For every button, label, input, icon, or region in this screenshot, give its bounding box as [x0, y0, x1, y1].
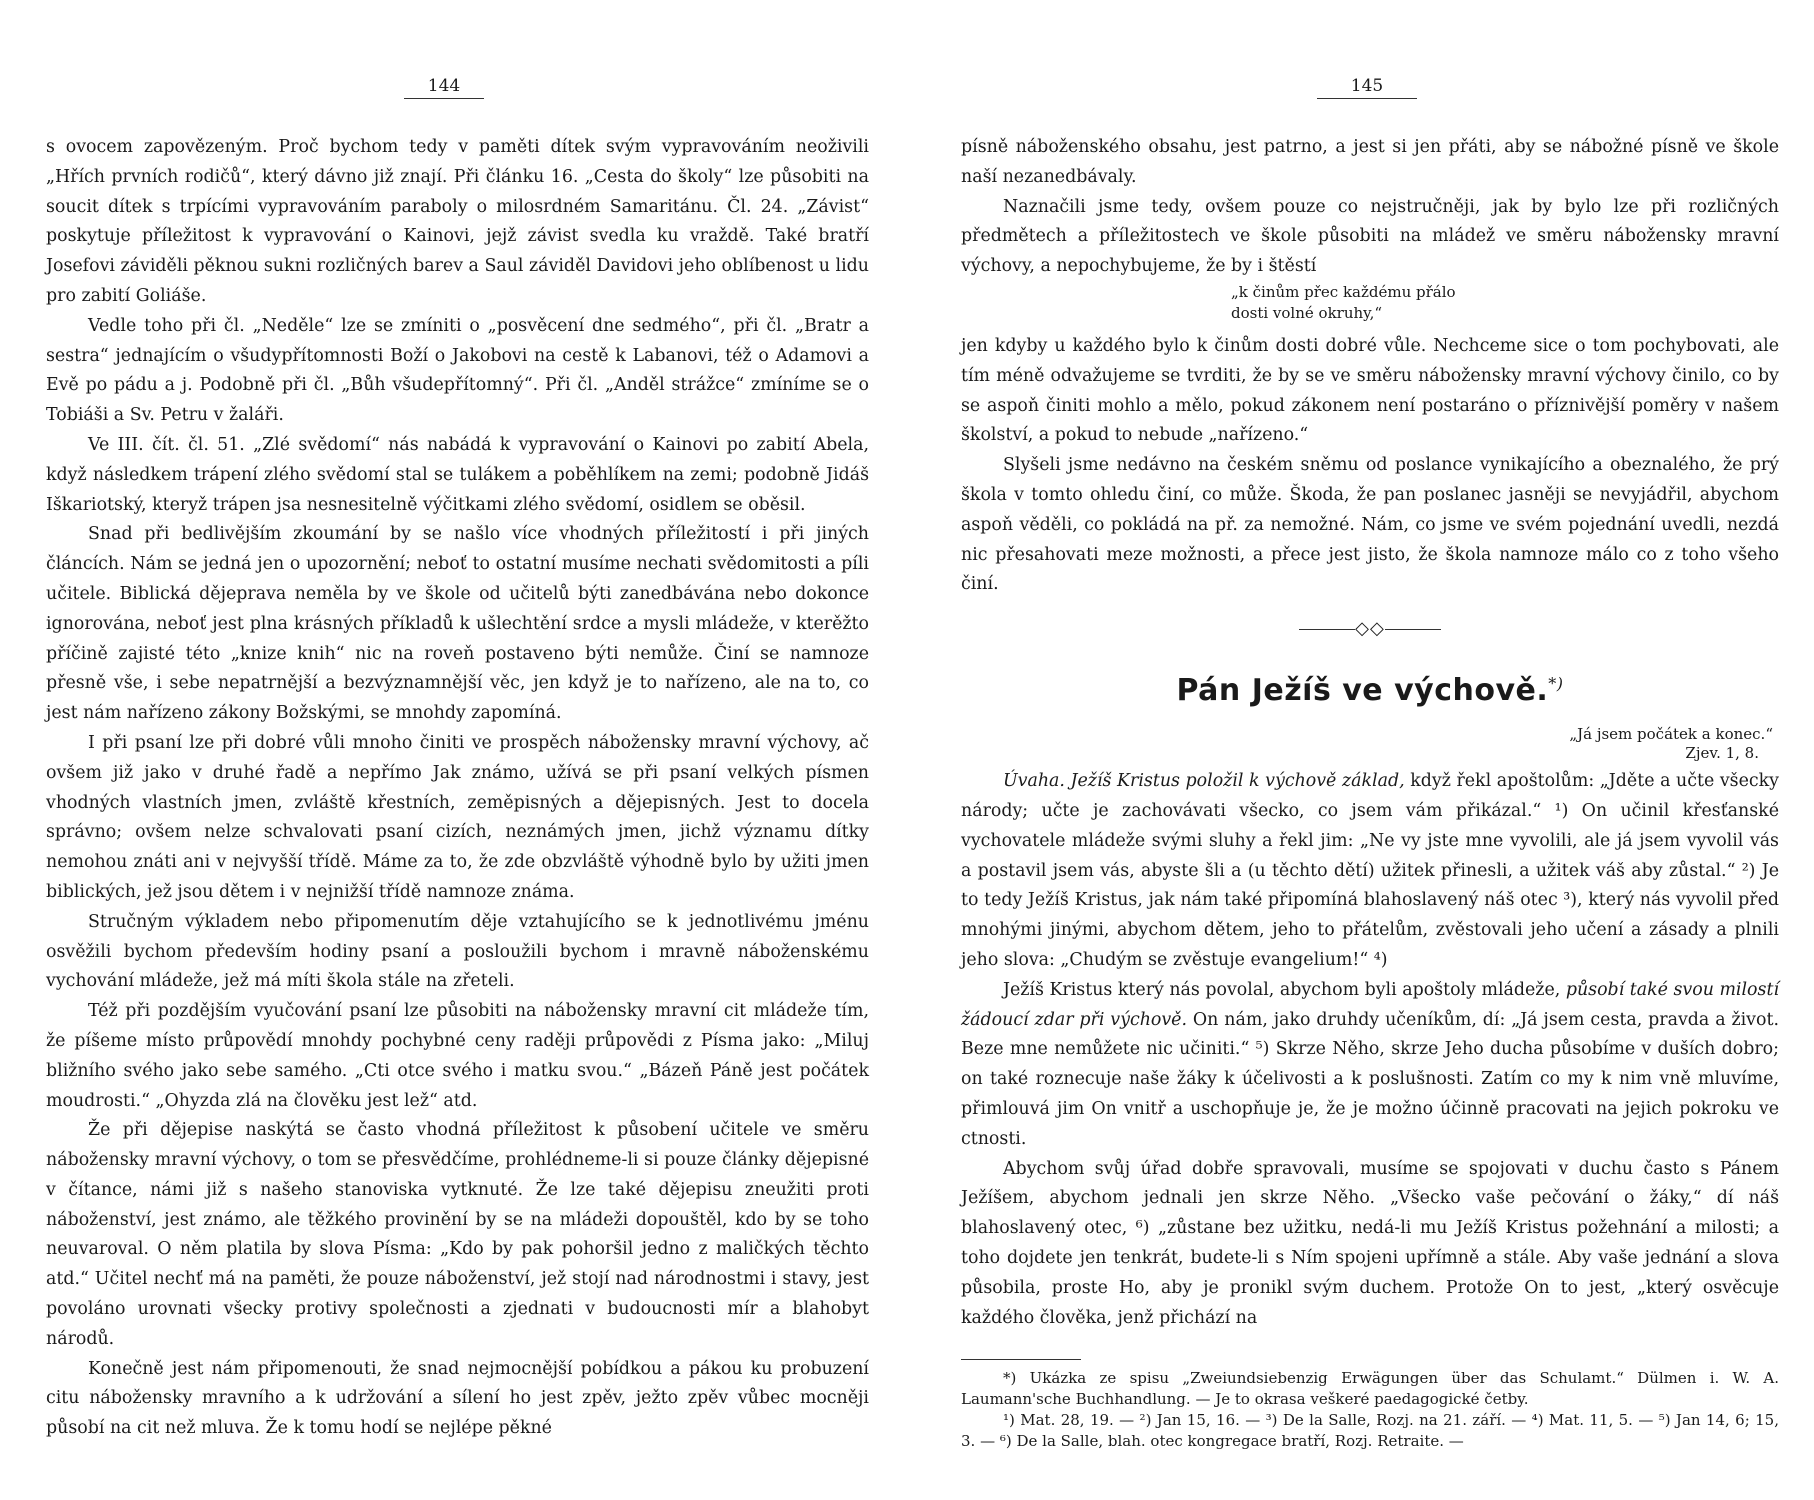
right-page [907, 0, 1814, 1500]
verse-quote [1231, 282, 1779, 324]
paragraph: jen kdyby u každého bylo k činům dosti dobré vůle. Nechceme sice o tom pochybovati, ale tím méně odvažujeme se tvrditi, že by se ve směru nábožensky mravní výchovy činilo, co by se aspoň činiti mohlo a mělo, pokud zákonem není postaráno o příznivější poměry v našem školství, a pokud to nebude „nařízeno.“ [961, 335, 1779, 446]
footnote: *) Ukázka ze spisu „Zweiundsiebenzig Erwägungen über das Schulamt.“ Dülmen i. W. A. Laumann'sche Buchhandlung. — Je to okrasa veškeré paedagogické četby. [961, 1369, 1779, 1409]
page-number-rule [404, 98, 484, 99]
section-divider-ornament [961, 614, 1779, 644]
verse-line: „k činům přec každému přálo [1231, 282, 1456, 301]
footnotes [961, 1368, 1779, 1452]
paragraph: Snad při bedlivějším zkoumání by se našlo více vhodných příležitostí i při jiných článcích. Nám se jedná jen o upozornění; neboť to ostatní musíme nechati svědomitosti a píli učitele. Biblická dějeprava neměla by ve škole od učitelů býti zanedbávána nebo dokonce ignorována, neboť jest plna krásných příkladů k ušlechtění srdce a mysli mládeže, v kterěžto příčině zajisté této „knize knih“ nic na roveň postaveno býti nemůže. Činí se namnoze přesně vše, i sebe nepatrnější a bezvýznamnější věc, jen když je to nařízeno, ale na to, co jest nám nařízeno zákony Božskými, se mnohdy zapomíná. [46, 524, 869, 724]
ornament-glyph: ◇◇ [1355, 618, 1385, 640]
paragraph: Naznačili jsme tedy, ovšem pouze co nejstručněji, jak by bylo lze při rozličných předmětech a příležitostech ve škole působiti na mládež ve směru nábožensky mravní výchovy, a nepochybujeme, že by i štěstí [961, 196, 1779, 277]
paragraph: s ovocem zapovězeným. Proč bychom tedy v paměti dítek svým vypravováním neoživili „Hřích prvních rodičů“, který dávno již znají. Při článku 16. „Cesta do školy“ lze působiti na soucit dítek s trpícími vypravováním paraboly o milosrdném Samaritánu. Čl. 24. „Závist“ poskytuje příležitost k vypravování o Kainovi, jejž závist svedla ku vraždě. Také bratří Josefovi záviděli pěknou sukni rozličných barev a Saul záviděl Davidovi jeho oblíbenost u lidu pro zabití Goliáše. [46, 137, 869, 306]
right-text-column [961, 133, 1779, 1452]
paragraph: I při psaní lze při dobré vůli mnoho činiti ve prospěch nábožensky mravní výchovy, ač ovšem již jako v druhé řadě a nepřímo Jak známo, užívá se při psaní velkých písmen vhodných vlastních jmen, zvláště křestních, zeměpisných a dějepisných. Jest to docela správno; ovšem nelze schvalovati psaní cizích, neznámých jmen, jichž významu dítky nemohou znáti ani v nejvyšší třídě. Máme za to, že zde obzvláště výhodně bylo by užiti jmen biblických, jež jsou dětem i v nejnižší třídě namnoze známa. [46, 732, 869, 902]
heading-footnote-mark: *) [1548, 674, 1564, 694]
paragraph: Slyšeli jsme nedávno na českém sněmu od poslance vynikajícího a obeznalého, že prý škola v tomto ohledu činí, co může. Škoda, že pan poslanec jasněji se nevyjádřil, abychom aspoň věděli, co pokládá na př. za nemožné. Nám, co jsme ve svém pojednání uvedli, nezdá nic přesahovati meze možnosti, a přece jest jisto, že škola namnoze málo co z toho všeho činí. [961, 455, 1779, 595]
left-text-column [46, 133, 869, 1444]
epigraph-quote: „Já jsem počátek a konec.“ [1569, 725, 1773, 744]
epigraph [961, 725, 1773, 763]
paragraph: Vedle toho při čl. „Neděle“ lze se zmíniti o „posvěcení dne sedmého“, při čl. „Bratr a sestra“ jednajícím o všudypřítomnosti Boží o Jakobovi na cestě k Labanovi, též o Adamovi a Evě po pádu a j. Podobně při čl. „Bůh všudepřítomný“. Při čl. „Anděl strážce“ zmíníme se o Tobiáši a Sv. Petru v žaláři. [46, 315, 869, 426]
paragraph-text: Ježíš Kristus který nás povolal, abychom byli apoštoly mládeže, [1003, 979, 1566, 1000]
paragraph: Též při pozdějším vyučování psaní lze působiti na nábožensky mravní cit mládeže tím, že píšeme místo průpovědí mnohdy pochybné ceny raději průpovědi z Písma jako: „Miluj bližního svého jako sebe samého. „Cti otce svého i matku svou.“ „Bázeň Páně jest počátek moudrosti.“ „Ohyzda zlá na člověku jest lež“ atd. [46, 1001, 869, 1111]
paragraph-text: On nám, jako druhdy učeníkům, dí: „Já jsem cesta, pravda a život. Beze mne nemůžete nic učiniti.“ ⁵) Skrze Něho, skrze Jeho ducha působíme v duších dobro; on také roznecuje naše žáky k účelivosti a k poslušnosti. Zatím co my k nim vně mluvíme, přimlouvá jim On vnitř a uschopňuje je, že je možno účinně pracovati na jejich pokroku ve ctnosti. [961, 1009, 1779, 1149]
paragraph: Stručným výkladem nebo připomenutím děje vztahujícího se k jednotlivému jménu osvěžili bychom především hodiny psaní a posloužili bychom i mravně náboženskému vychování mládeže, jež má míti škola stále na zřeteli. [46, 911, 869, 992]
paragraph: Že při dějepise naskýtá se často vhodná příležitost k působení učitele ve směru nábožensky mravní výchovy, o tom se přesvědčíme, prohlédneme-li si pouze články dějepisné v čítance, námi již s našeho stanoviska vytknuté. Že lze také dějepisu zneužiti proti náboženství, jest známo, ale těžkého provinění by se na mládeži dopouštěl, kdo by se toho neuvaroval. O něm platila by slova Písma: „Kdo by pak pohoršil jedno z maličkých těchto atd.“ Učitel nechť má na paměti, že pouze náboženství, jež stojí nad národnostmi i stavy, jest povoláno urovnati všecky protivy společnosti a zjednati v budoucnosti mír a blahobyt národů. [46, 1120, 869, 1349]
section-heading [961, 666, 1779, 709]
paragraph: Ve III. čít. čl. 51. „Zlé svědomí“ nás nabádá k vypravování o Kainovi po zabití Abela, když následkem trápení zlého svědomí stal se tulákem a poběhlíkem na zemi; podobně Jidáš Iškariotský, kteryž trápen jsa nesnesitelně výčitkami zlého svědomí, osidlem se oběsil. [46, 434, 869, 515]
page-number-rule [1317, 98, 1417, 99]
page-number: 144 [427, 76, 461, 96]
italic-phrase: působí také svou milostí žádoucí zdar při výchově. [961, 979, 1780, 1030]
page-number: 145 [1350, 76, 1384, 96]
paragraph: Abychom svůj úřad dobře spravovali, musíme se spojovati v duchu často s Pánem Ježíšem, abychom jednali jen skrze Něho. „Všecko vaše pečování o žáky,“ dí náš blahoslavený otec, ⁶) „zůstane bez užitku, nedá-li mu Ježíš Kristus požehnání a milosti; a toho dojdete jen tenkrát, budete-li s Ním spojeni upřímně a stále. Aby vaše jednání a slova působila, proste Ho, aby je pronikl svým duchem. Protože On to jest, „který osvěcuje každého člověka, jenž přichází na [961, 1158, 1779, 1328]
paragraph-text: když řekl apoštolům: „Jděte a učte všecky národy; učte je zachovávati všecko, co jsem vám přikázal.“ ¹) On učinil křesťanské vychovatele mládeže svými sluhy a řekl jim: „Ne vy jste mne vyvolili, ale já jsem vyvolil vás a postavil jsem vás, abyste šli a (u těchto dětí) užitek přinesli, a užitek váš aby zůstal.“ ²) Je to tedy Ježíš Kristus, jak nám také připomíná blahoslavený náš otec ³), který nás vyvolil před mnohými jinými, abychom dětem, jeho to přátelům, zvěstovali jeho učení a zásady a plnili jeho slova: „Chudým se zvěstuje evangelium!“ ⁴) [961, 771, 1779, 970]
verse-line: dosti volné okruhy,“ [1231, 303, 1383, 322]
italic-lead: Úvaha. Ježíš Kristus položil k výchově základ, [1003, 771, 1405, 792]
footnote: ¹) Mat. 28, 19. — ²) Jan 15, 16. — ³) De la Salle, Rozj. na 21. září. — ⁴) Mat. 11, 5. — ⁵) Jan 14, 6; 15, 3. — ⁶) De la Salle, blah. otec kongregace bratří, Rozj. Retraite. — [961, 1411, 1779, 1451]
heading-title: Pán Ježíš ve výchově. [1176, 673, 1549, 709]
paragraph: písně náboženského obsahu, jest patrno, a jest si jen přáti, aby se nábožné písně ve škole naší nezanedbávaly. [961, 137, 1779, 187]
paragraph [961, 767, 1779, 976]
paragraph [961, 976, 1779, 1155]
epigraph-source: Zjev. 1, 8. [1685, 744, 1759, 763]
paragraph: Konečně jest nám připomenouti, že snad nejmocnější pobídkou a pákou ku probuzení citu nábožensky mravního a k udržování a sílení ho jest zpěv, ježto zpěv vůbec mocněji působí na cit než mluva. Že k tomu hodí se nejlépe pěkné [46, 1358, 869, 1439]
footnote-rule [961, 1359, 1081, 1360]
